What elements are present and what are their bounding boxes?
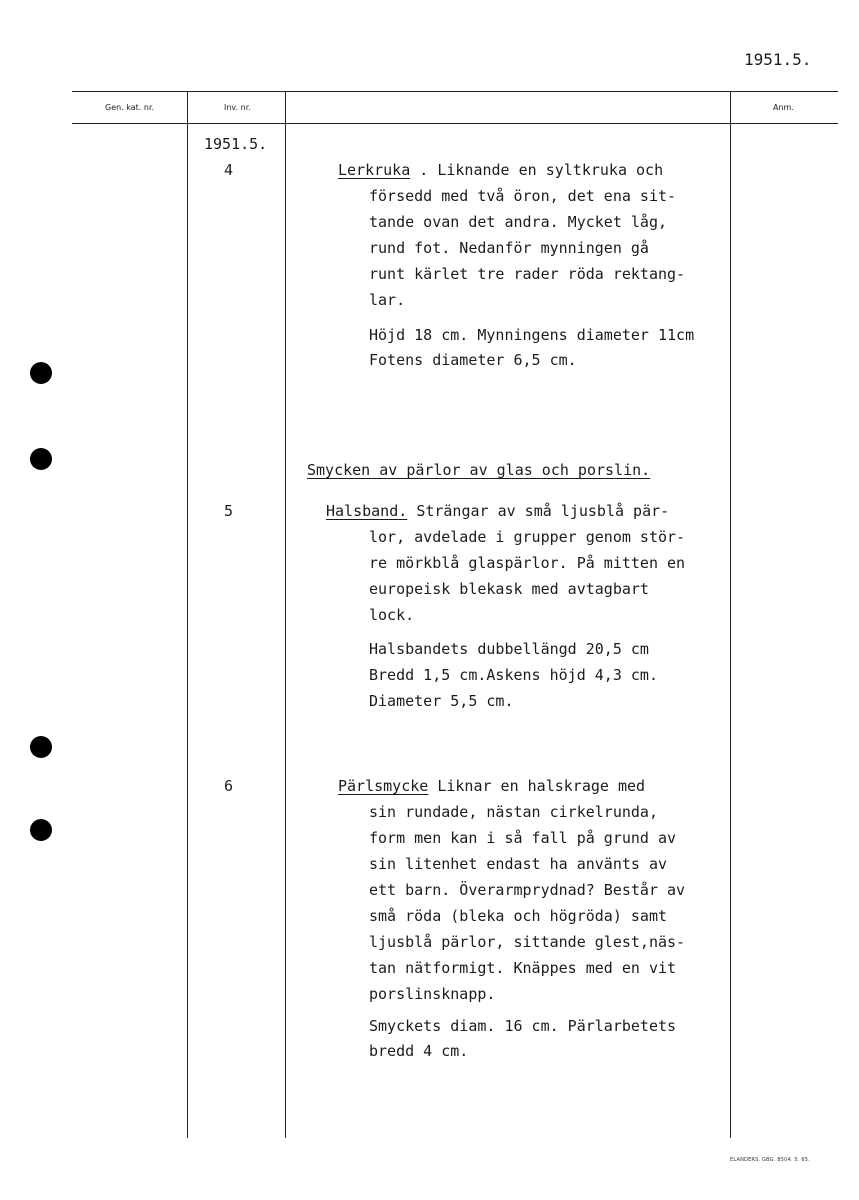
entry-title: Halsband. <box>326 502 408 520</box>
entry-text-line: form men kan i så fall på grund av <box>369 829 677 847</box>
entry-text-line: europeisk blekask med avtagbart <box>369 580 649 598</box>
entry-text-line: tande ovan det andra. Mycket låg, <box>369 213 668 231</box>
entry-text-line: porslinsknapp. <box>369 985 496 1003</box>
section-heading: Smycken av pärlor av glas och porslin. <box>307 461 651 479</box>
entry-text-line: tan nätformigt. Knäppes med en vit <box>369 959 677 977</box>
entry-text-line: försedd med två öron, det ena sit- <box>369 187 677 205</box>
entry-text-line: . Liknande en syltkruka och <box>419 161 664 179</box>
entry-halsband <box>326 502 733 717</box>
column-header-anm: Anm. <box>773 103 794 112</box>
entry-text-line: lock. <box>369 606 415 624</box>
entry-measure-line: Halsbandets dubbellängd 20,5 cm <box>369 640 649 658</box>
entry-parlsmycke <box>338 777 733 1067</box>
column-divider-inv-text <box>285 91 286 1138</box>
column-header-gen-kat-nr: Gen. kat. nr. <box>105 103 155 112</box>
entry-text-line: Strängar av små ljusblå pär- <box>416 502 670 520</box>
entry-text-line: ljusblå pärlor, sittande glest,näs- <box>369 933 686 951</box>
entry-text-line: rund fot. Nedanför mynningen gå <box>369 239 649 257</box>
entry-text-line: små röda (bleka och högröda) samt <box>369 907 668 925</box>
entry-measure-line: Bredd 1,5 cm.Askens höjd 4,3 cm. <box>369 666 658 684</box>
punch-hole <box>30 736 52 758</box>
entry-measure-line: bredd 4 cm. <box>369 1042 469 1060</box>
entry-text-line: re mörkblå glaspärlor. På mitten en <box>369 554 686 572</box>
inventory-number: 5 <box>224 502 234 520</box>
entry-text-line: lar. <box>369 291 406 309</box>
entry-text-line: lor, avdelade i grupper genom stör- <box>369 528 686 546</box>
page-number: 1951.5. <box>744 50 812 69</box>
entry-text-line: sin litenhet endast ha använts av <box>369 855 668 873</box>
entry-title: Pärlsmycke <box>338 777 429 795</box>
entry-lerkruka <box>338 161 733 381</box>
entry-text-line: ett barn. Överarmprydnad? Består av <box>369 881 686 899</box>
entry-measure-line: Höjd 18 cm. Mynningens diameter 11cm <box>369 326 695 344</box>
entry-text-line: Liknar en halskrage med <box>437 777 646 795</box>
entry-text-line: runt kärlet tre rader röda rektang- <box>369 265 686 283</box>
inventory-number: 6 <box>224 777 234 795</box>
punch-hole <box>30 448 52 470</box>
printer-imprint: ELANDERS. GBG. 8504. 5. 65. <box>730 1157 810 1163</box>
entry-measure-line: Smyckets diam. 16 cm. Pärlarbetets <box>369 1017 677 1035</box>
inventory-prefix: 1951.5. <box>204 135 268 153</box>
entry-title: Lerkruka <box>338 161 411 179</box>
column-header-inv-nr: Inv. nr. <box>224 103 251 112</box>
punch-hole <box>30 819 52 841</box>
entry-measure-line: Diameter 5,5 cm. <box>369 692 514 710</box>
entry-text-line: sin rundade, nästan cirkelrunda, <box>369 803 658 821</box>
inventory-number: 4 <box>224 161 234 179</box>
column-divider-gen-inv <box>187 91 188 1138</box>
entry-measure-line: Fotens diameter 6,5 cm. <box>369 351 577 369</box>
punch-hole <box>30 362 52 384</box>
